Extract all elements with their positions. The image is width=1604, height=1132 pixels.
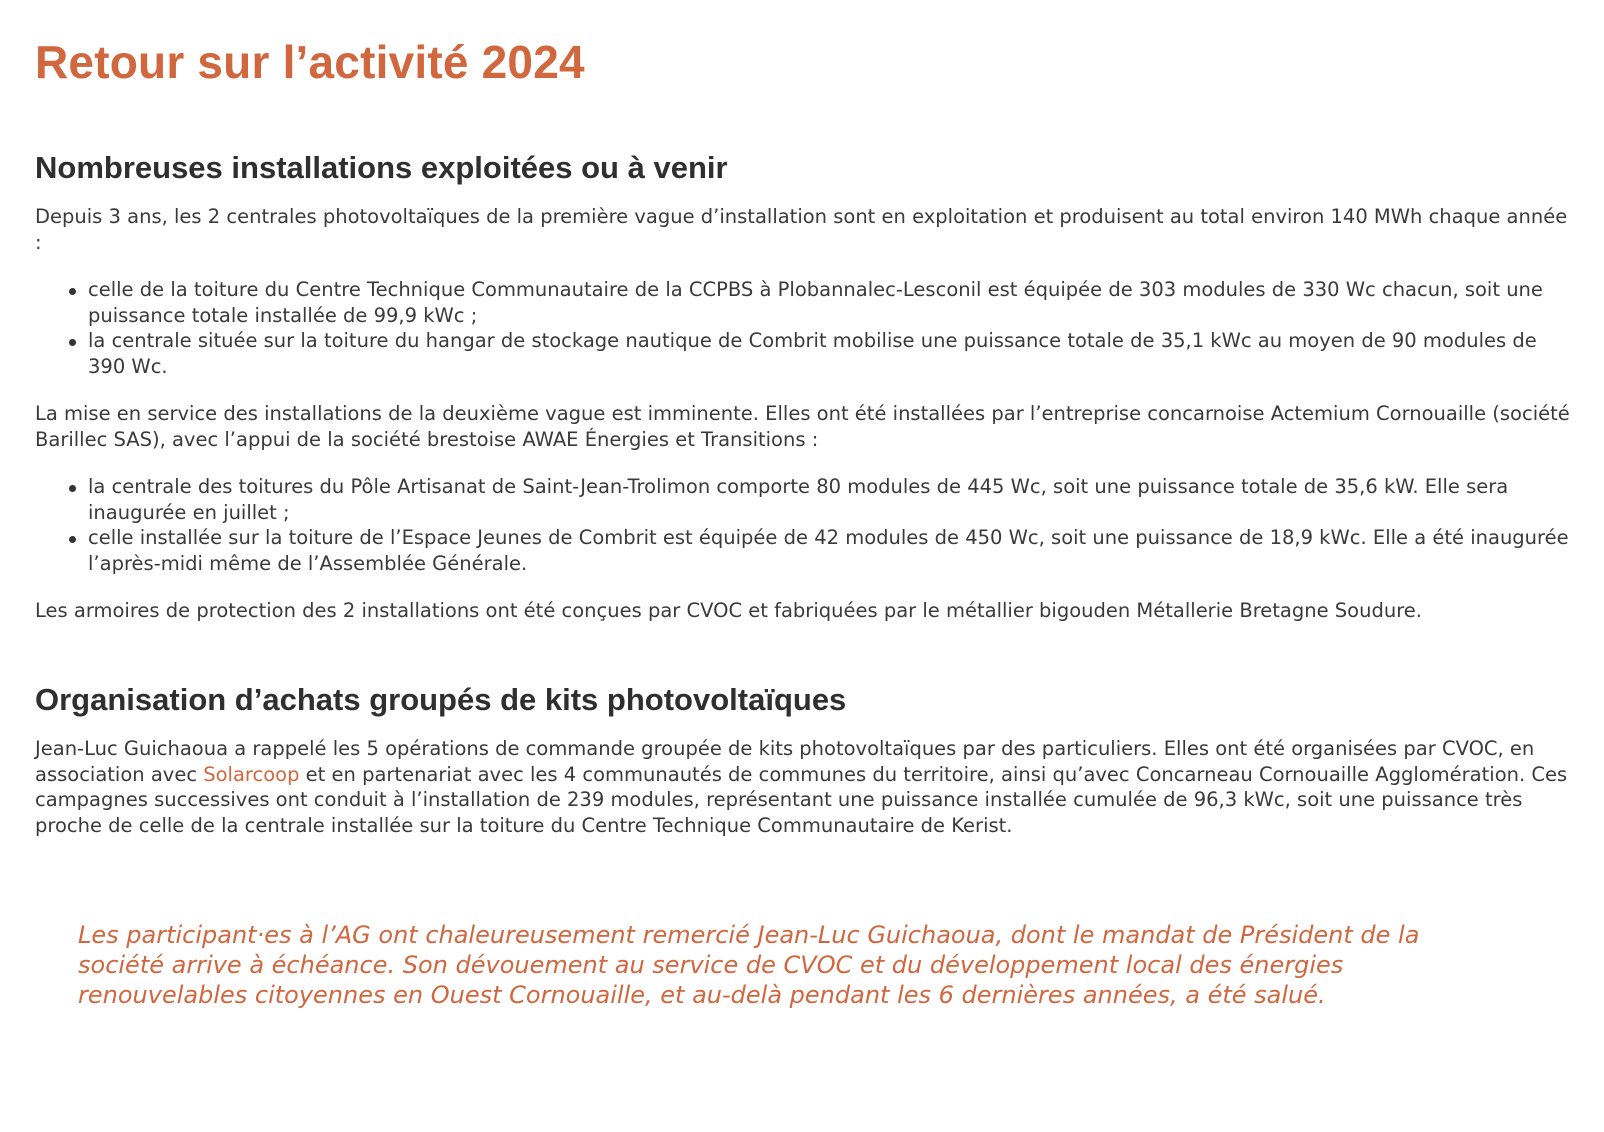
paragraph-group-purchases <box>35 736 1575 838</box>
list-item <box>88 525 1575 576</box>
page-title: Retour sur l’activité 2024 <box>35 36 585 88</box>
section-heading-group-purchases: Organisation d’achats groupés de kits photovoltaïques <box>35 682 847 717</box>
section-installations <box>35 148 1575 624</box>
list-item-text: la centrale située sur la toiture du hangar de stockage nautique de Combrit mobilise une puissance totale de 35,1 kWc au moyen de 90 modules de 390 Wc. <box>88 329 1537 378</box>
list-second-wave <box>35 474 1575 576</box>
list-item-text: celle de la toiture du Centre Technique Communautaire de la CCPBS à Plobannalec-Lesconil est équipée de 303 modules de 330 Wc chacun, soit une puissance totale installée de 99,9 kWc ; <box>88 278 1543 327</box>
paragraph-protection: Les armoires de protection des 2 installations ont été conçues par CVOC et fabriquées par le métallier bigouden Métallerie Bretagne Soudure. <box>35 599 1422 622</box>
paragraph-text-start: Jean-Luc Guichaoua a rappelé les 5 opérations de commande groupée de kits photovoltaïques par des particuliers. Elles ont été organisées par CVOC, en association avec <box>35 737 1535 786</box>
section-group-purchases <box>35 680 1575 838</box>
bullet-icon <box>69 339 76 346</box>
list-first-wave <box>35 277 1575 379</box>
list-item <box>88 474 1575 525</box>
tribute-quote: Les participant·es à l’AG ont chaleureusement remercié Jean-Luc Guichaoua, dont le mandat de Président de la société arrive à échéance. Son dévouement au service de CVOC et du développement local des énergies renouvelables citoyennes en Ouest Cornouaille, et au-delà pendant les 6 dernières années, a été salué. <box>78 921 1420 1009</box>
list-item <box>88 277 1575 328</box>
bullet-icon <box>69 536 76 543</box>
bullet-icon <box>69 288 76 295</box>
paragraph-text-end: et en partenariat avec les 4 communautés de communes du territoire, ainsi qu’avec Concarneau Cornouaille Agglomération. Ces campagnes successives ont conduit à l’installation de 239 modules, représentant une puissance installée cumulée de 96,3 kWc, soit une puissance très proche de celle de la centrale installée sur la toiture du Centre Technique Communautaire de Kerist. <box>35 762 1568 837</box>
list-item-text: celle installée sur la toiture de l’Espace Jeunes de Combrit est équipée de 42 modules de 450 Wc, soit une puissance de 18,9 kWc. Elle a été inaugurée l’après-midi même de l’Assemblée Générale. <box>88 526 1569 575</box>
bullet-icon <box>69 485 76 492</box>
solarcoop-link[interactable]: Solarcoop <box>203 762 300 786</box>
paragraph-second-wave: La mise en service des installations de la deuxième vague est imminente. Elles ont été installées par l’entreprise concarnoise Actemium Cornouaille (société Barillec SAS), avec l’appui de la société brestoise AWAE Énergies et Transitions : <box>35 402 1570 451</box>
paragraph-first-wave: Depuis 3 ans, les 2 centrales photovoltaïques de la première vague d’installation sont en exploitation et produisent au total environ 140 MWh chaque année : <box>35 205 1568 254</box>
list-item-text: la centrale des toitures du Pôle Artisanat de Saint-Jean-Trolimon comporte 80 modules de 445 Wc, soit une puissance totale de 35,6 kW. Elle sera inaugurée en juillet ; <box>88 475 1509 524</box>
section-heading-installations: Nombreuses installations exploitées ou à venir <box>35 150 728 185</box>
list-item <box>88 328 1575 379</box>
